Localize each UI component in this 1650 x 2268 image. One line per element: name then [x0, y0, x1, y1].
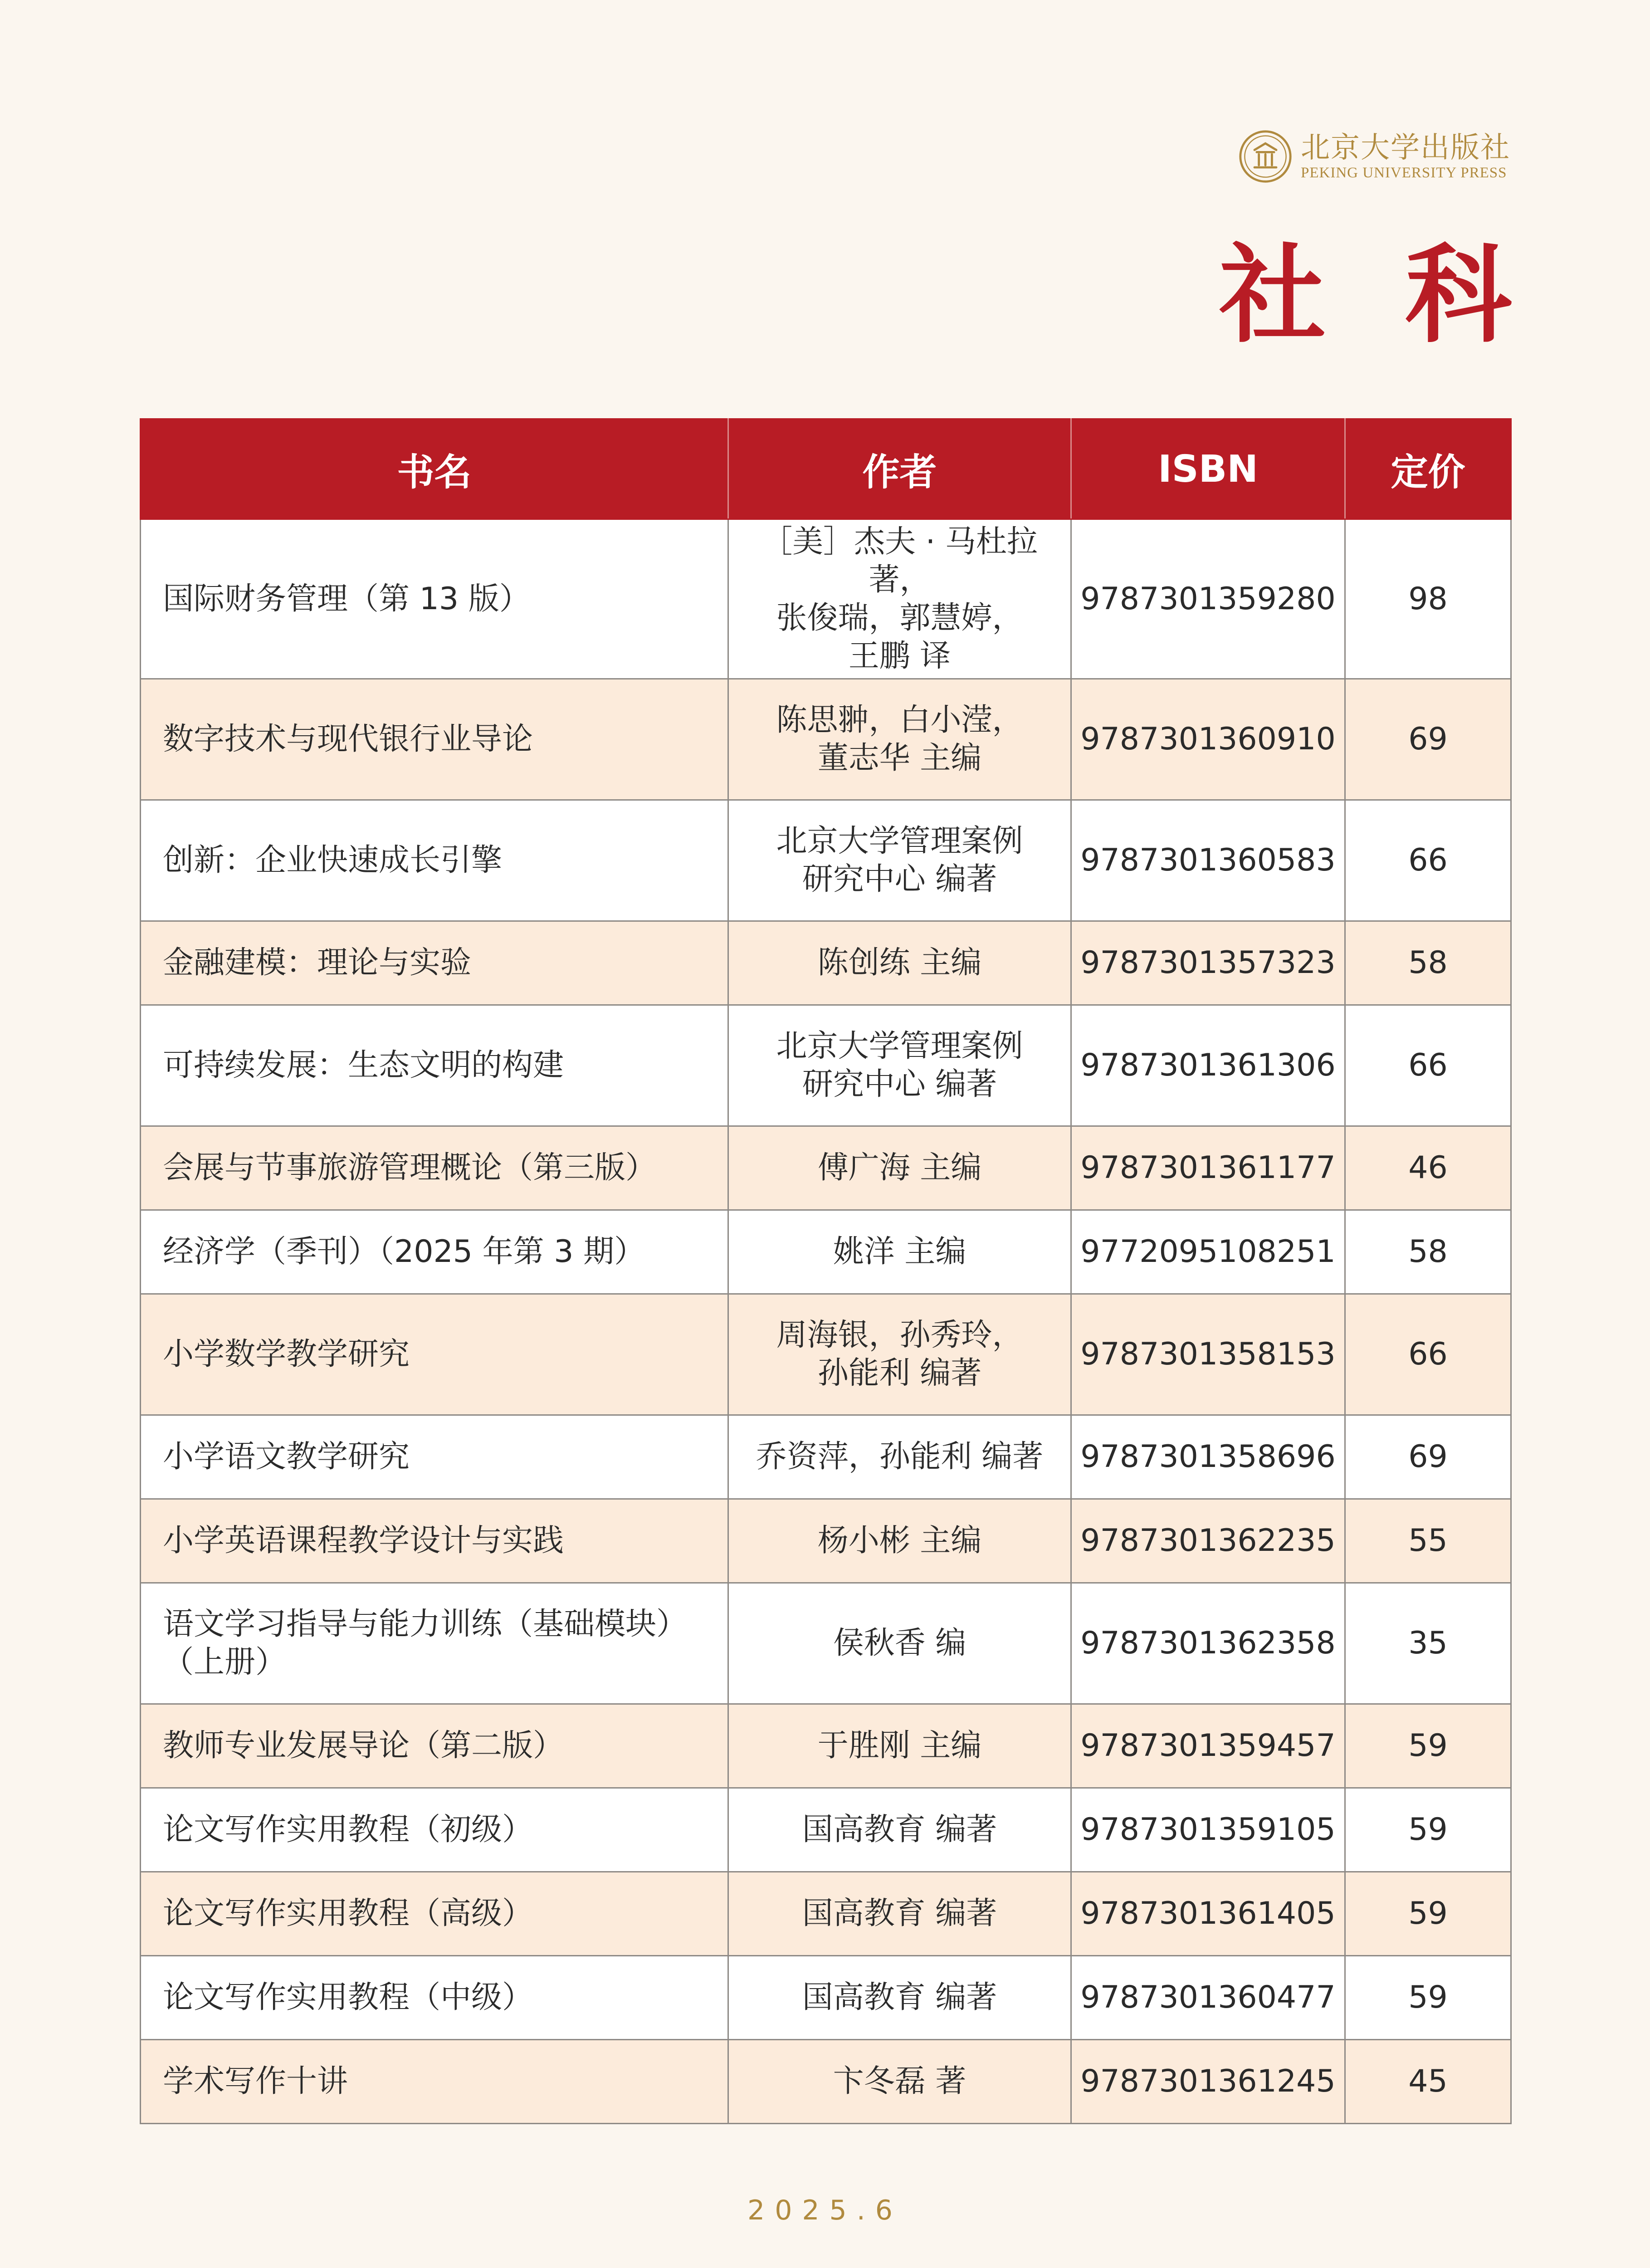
table-row	[141, 800, 1511, 921]
cell-title: 会展与节事旅游管理概论（第三版）	[141, 1126, 728, 1210]
cell-title: 论文写作实用教程（初级）	[141, 1788, 728, 1872]
header-title: 书名	[141, 419, 728, 519]
cell-title: 金融建模：理论与实验	[141, 921, 728, 1005]
cell-isbn: 9787301360583	[1071, 800, 1345, 921]
cell-author: 姚洋 主编	[728, 1210, 1071, 1294]
cell-author: 国高教育 编著	[728, 1788, 1071, 1872]
cell-price: 69	[1345, 1415, 1511, 1499]
cell-price: 55	[1345, 1499, 1511, 1583]
publisher-logo	[1238, 129, 1510, 184]
cell-author: 于胜刚 主编	[728, 1704, 1071, 1788]
cell-author: 傅广海 主编	[728, 1126, 1071, 1210]
table-row	[141, 1126, 1511, 1210]
cell-price: 66	[1345, 1294, 1511, 1415]
table-row	[141, 921, 1511, 1005]
cell-author: 乔资萍，孙能利 编著	[728, 1415, 1071, 1499]
table-row	[141, 1210, 1511, 1294]
cell-isbn: 9787301357323	[1071, 921, 1345, 1005]
cell-title: 可持续发展：生态文明的构建	[141, 1005, 728, 1126]
cell-author: 北京大学管理案例 研究中心 编著	[728, 800, 1071, 921]
cell-isbn: 9772095108251	[1071, 1210, 1345, 1294]
cell-isbn: 9787301361306	[1071, 1005, 1345, 1126]
book-table	[140, 418, 1512, 2124]
cell-isbn: 9787301362358	[1071, 1583, 1345, 1704]
cell-price: 98	[1345, 519, 1511, 679]
table-row	[141, 1704, 1511, 1788]
header-price: 定价	[1345, 419, 1511, 519]
peking-university-seal-icon	[1238, 129, 1293, 184]
table-row	[141, 1499, 1511, 1583]
header-isbn: ISBN	[1071, 419, 1345, 519]
category-title: 社科	[1219, 232, 1591, 357]
table-row	[141, 2040, 1511, 2124]
cell-title: 创新：企业快速成长引擎	[141, 800, 728, 921]
cell-isbn: 9787301361177	[1071, 1126, 1345, 1210]
table-row	[141, 1294, 1511, 1415]
cell-title: 数字技术与现代银行业导论	[141, 679, 728, 800]
cell-author: 国高教育 编著	[728, 1872, 1071, 1956]
cell-isbn: 9787301362235	[1071, 1499, 1345, 1583]
cell-price: 58	[1345, 1210, 1511, 1294]
cell-title: 国际财务管理（第 13 版）	[141, 519, 728, 679]
cell-title: 小学语文教学研究	[141, 1415, 728, 1499]
cell-price: 66	[1345, 800, 1511, 921]
cell-title: 小学英语课程教学设计与实践	[141, 1499, 728, 1583]
cell-price: 66	[1345, 1005, 1511, 1126]
table-row	[141, 519, 1511, 679]
cell-isbn: 9787301359280	[1071, 519, 1345, 679]
cell-title: 经济学（季刊）（2025 年第 3 期）	[141, 1210, 728, 1294]
footer-date: 2025.6	[747, 2195, 903, 2226]
table-row	[141, 1872, 1511, 1956]
cell-title: 教师专业发展导论（第二版）	[141, 1704, 728, 1788]
cell-price: 46	[1345, 1126, 1511, 1210]
cell-title: 论文写作实用教程（中级）	[141, 1956, 728, 2040]
table-row	[141, 1583, 1511, 1704]
cell-author: 北京大学管理案例 研究中心 编著	[728, 1005, 1071, 1126]
cell-author: 杨小彬 主编	[728, 1499, 1071, 1583]
cell-title: 小学数学教学研究	[141, 1294, 728, 1415]
cell-author: 侯秋香 编	[728, 1583, 1071, 1704]
header-author: 作者	[728, 419, 1071, 519]
cell-price: 59	[1345, 1704, 1511, 1788]
cell-author: 国高教育 编著	[728, 1956, 1071, 2040]
cell-author: 卞冬磊 著	[728, 2040, 1071, 2124]
table-row	[141, 679, 1511, 800]
cell-author: 陈思翀，白小滢， 董志华 主编	[728, 679, 1071, 800]
cell-price: 59	[1345, 1956, 1511, 2040]
cell-isbn: 9787301360477	[1071, 1956, 1345, 2040]
cell-price: 69	[1345, 679, 1511, 800]
cell-author: 陈创练 主编	[728, 921, 1071, 1005]
publisher-name-cn: 北京大学出版社	[1301, 131, 1510, 165]
table-header-row	[141, 419, 1511, 519]
cell-isbn: 9787301359457	[1071, 1704, 1345, 1788]
table-row	[141, 1956, 1511, 2040]
table-row	[141, 1788, 1511, 1872]
cell-author: 周海银，孙秀玲， 孙能利 编著	[728, 1294, 1071, 1415]
cell-price: 59	[1345, 1872, 1511, 1956]
cell-title: 语文学习指导与能力训练（基础模块） （上册）	[141, 1583, 728, 1704]
cell-isbn: 9787301361245	[1071, 2040, 1345, 2124]
cell-author: ［美］杰夫 · 马杜拉 著， 张俊瑞，郭慧婷， 王鹏 译	[728, 519, 1071, 679]
cell-price: 59	[1345, 1788, 1511, 1872]
cell-price: 58	[1345, 921, 1511, 1005]
cell-title: 论文写作实用教程（高级）	[141, 1872, 728, 1956]
cell-isbn: 9787301359105	[1071, 1788, 1345, 1872]
cell-price: 35	[1345, 1583, 1511, 1704]
cell-isbn: 9787301360910	[1071, 679, 1345, 800]
cell-title: 学术写作十讲	[141, 2040, 728, 2124]
table-row	[141, 1005, 1511, 1126]
cell-isbn: 9787301358153	[1071, 1294, 1345, 1415]
table-row	[141, 1415, 1511, 1499]
table-body	[141, 519, 1511, 2124]
cell-isbn: 9787301358696	[1071, 1415, 1345, 1499]
publisher-name-en: PEKING UNIVERSITY PRESS	[1301, 165, 1507, 181]
cell-isbn: 9787301361405	[1071, 1872, 1345, 1956]
cell-price: 45	[1345, 2040, 1511, 2124]
